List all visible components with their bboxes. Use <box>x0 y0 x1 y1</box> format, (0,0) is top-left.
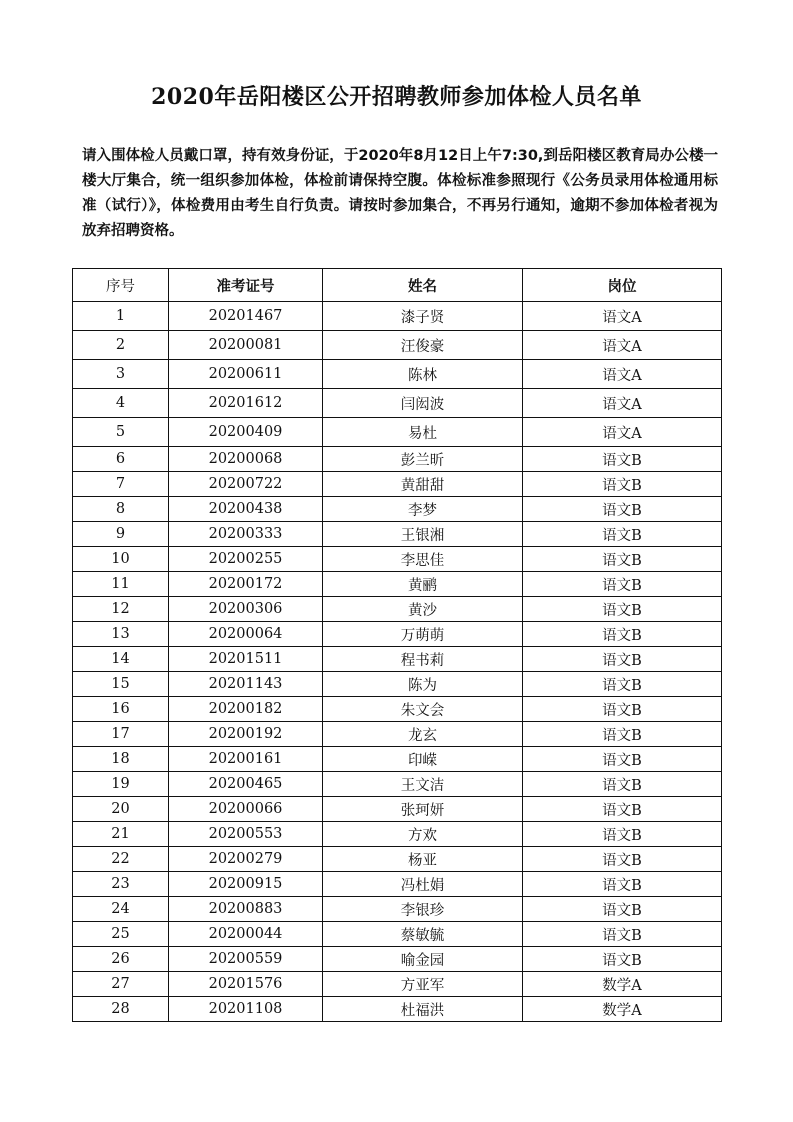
cell-index: 11 <box>73 572 169 597</box>
cell-name: 万萌萌 <box>323 622 523 647</box>
cell-exam-number: 20200066 <box>169 797 323 822</box>
cell-position: 语文A <box>523 389 722 418</box>
cell-position: 语文B <box>523 472 722 497</box>
intro-paragraph: 请入围体检人员戴口罩，持有效身份证，于2020年8月12日上午7:30,到岳阳楼区教育局办公楼一楼大厅集合，统一组织参加体检，体检前请保持空腹。体检标准参照现行《公务员录用体检通用标准（试行）》，体检费用由考生自行负责。请按时参加集合，不再另行通知，逾期不参加体检者视为放弃招聘资格。 <box>82 148 718 239</box>
cell-index: 26 <box>73 947 169 972</box>
cell-name: 龙玄 <box>323 722 523 747</box>
cell-position: 语文B <box>523 847 722 872</box>
cell-position: 语文A <box>523 360 722 389</box>
table-row <box>73 872 722 897</box>
cell-name: 蔡敏毓 <box>323 922 523 947</box>
cell-position: 语文B <box>523 772 722 797</box>
table-row <box>73 522 722 547</box>
cell-index: 1 <box>73 302 169 331</box>
cell-exam-number: 20200161 <box>169 747 323 772</box>
cell-exam-number: 20200081 <box>169 331 323 360</box>
header-index: 序号 <box>73 269 169 302</box>
cell-name: 冯杜娟 <box>323 872 523 897</box>
table-row <box>73 622 722 647</box>
header-name: 姓名 <box>323 269 523 302</box>
cell-exam-number: 20201511 <box>169 647 323 672</box>
table-row <box>73 972 722 997</box>
cell-exam-number: 20201612 <box>169 389 323 418</box>
cell-exam-number: 20200064 <box>169 622 323 647</box>
table-row <box>73 389 722 418</box>
table-row <box>73 747 722 772</box>
table-row <box>73 302 722 331</box>
cell-index: 13 <box>73 622 169 647</box>
cell-position: 语文B <box>523 872 722 897</box>
cell-index: 2 <box>73 331 169 360</box>
page-title: 2020年岳阳楼区公开招聘教师参加体检人员名单 <box>151 84 642 110</box>
cell-index: 21 <box>73 822 169 847</box>
cell-index: 18 <box>73 747 169 772</box>
cell-name: 方欢 <box>323 822 523 847</box>
cell-position: 语文B <box>523 947 722 972</box>
cell-name: 方亚军 <box>323 972 523 997</box>
table-row <box>73 472 722 497</box>
cell-position: 语文B <box>523 547 722 572</box>
cell-exam-number: 20200172 <box>169 572 323 597</box>
table-row <box>73 360 722 389</box>
cell-name: 李银珍 <box>323 897 523 922</box>
cell-index: 10 <box>73 547 169 572</box>
cell-name: 黄甜甜 <box>323 472 523 497</box>
table-row <box>73 572 722 597</box>
cell-exam-number: 20200722 <box>169 472 323 497</box>
table-body <box>73 302 722 1022</box>
cell-index: 3 <box>73 360 169 389</box>
cell-position: 语文B <box>523 672 722 697</box>
header-position: 岗位 <box>523 269 722 302</box>
table-row <box>73 697 722 722</box>
cell-position: 语文B <box>523 497 722 522</box>
cell-exam-number: 20200255 <box>169 547 323 572</box>
cell-exam-number: 20201576 <box>169 972 323 997</box>
cell-exam-number: 20200553 <box>169 822 323 847</box>
cell-position: 语文A <box>523 331 722 360</box>
cell-position: 语文B <box>523 622 722 647</box>
table-row <box>73 418 722 447</box>
cell-index: 20 <box>73 797 169 822</box>
table-row <box>73 672 722 697</box>
cell-index: 28 <box>73 997 169 1022</box>
candidate-table <box>72 268 722 1022</box>
cell-name: 黄鹂 <box>323 572 523 597</box>
table-row <box>73 897 722 922</box>
cell-name: 印嵘 <box>323 747 523 772</box>
cell-position: 语文B <box>523 922 722 947</box>
cell-name: 李梦 <box>323 497 523 522</box>
cell-position: 语文B <box>523 647 722 672</box>
cell-name: 漆子贤 <box>323 302 523 331</box>
cell-index: 4 <box>73 389 169 418</box>
cell-position: 语文B <box>523 897 722 922</box>
cell-exam-number: 20200465 <box>169 772 323 797</box>
cell-position: 数学A <box>523 972 722 997</box>
cell-name: 杜福洪 <box>323 997 523 1022</box>
cell-index: 9 <box>73 522 169 547</box>
cell-index: 7 <box>73 472 169 497</box>
cell-name: 黄沙 <box>323 597 523 622</box>
cell-name: 李思佳 <box>323 547 523 572</box>
table-row <box>73 447 722 472</box>
table-row <box>73 722 722 747</box>
table-row <box>73 822 722 847</box>
cell-position: 语文A <box>523 418 722 447</box>
table-row <box>73 922 722 947</box>
cell-index: 6 <box>73 447 169 472</box>
cell-position: 语文B <box>523 447 722 472</box>
cell-name: 汪俊豪 <box>323 331 523 360</box>
table-row <box>73 797 722 822</box>
cell-exam-number: 20200915 <box>169 872 323 897</box>
cell-name: 朱文会 <box>323 697 523 722</box>
cell-exam-number: 20200306 <box>169 597 323 622</box>
cell-exam-number: 20200279 <box>169 847 323 872</box>
table-row <box>73 947 722 972</box>
cell-position: 语文B <box>523 697 722 722</box>
cell-name: 杨亚 <box>323 847 523 872</box>
cell-exam-number: 20200883 <box>169 897 323 922</box>
table-row <box>73 647 722 672</box>
cell-index: 24 <box>73 897 169 922</box>
cell-name: 王文洁 <box>323 772 523 797</box>
cell-position: 语文B <box>523 722 722 747</box>
cell-index: 12 <box>73 597 169 622</box>
table-row <box>73 497 722 522</box>
table-row <box>73 547 722 572</box>
table-row <box>73 597 722 622</box>
table-row <box>73 331 722 360</box>
cell-exam-number: 20200182 <box>169 697 323 722</box>
cell-index: 8 <box>73 497 169 522</box>
cell-index: 16 <box>73 697 169 722</box>
cell-index: 23 <box>73 872 169 897</box>
cell-index: 17 <box>73 722 169 747</box>
cell-index: 22 <box>73 847 169 872</box>
cell-index: 14 <box>73 647 169 672</box>
cell-index: 5 <box>73 418 169 447</box>
cell-exam-number: 20200409 <box>169 418 323 447</box>
cell-position: 语文B <box>523 822 722 847</box>
cell-exam-number: 20201108 <box>169 997 323 1022</box>
cell-exam-number: 20200068 <box>169 447 323 472</box>
cell-name: 陈为 <box>323 672 523 697</box>
cell-name: 喻金园 <box>323 947 523 972</box>
cell-name: 彭兰昕 <box>323 447 523 472</box>
cell-exam-number: 20200611 <box>169 360 323 389</box>
cell-name: 张珂妍 <box>323 797 523 822</box>
cell-name: 王银湘 <box>323 522 523 547</box>
cell-index: 27 <box>73 972 169 997</box>
cell-index: 25 <box>73 922 169 947</box>
cell-exam-number: 20201467 <box>169 302 323 331</box>
table-row <box>73 847 722 872</box>
header-exam-number: 准考证号 <box>169 269 323 302</box>
cell-exam-number: 20200559 <box>169 947 323 972</box>
cell-position: 数学A <box>523 997 722 1022</box>
cell-name: 陈林 <box>323 360 523 389</box>
table-row <box>73 997 722 1022</box>
cell-exam-number: 20200438 <box>169 497 323 522</box>
cell-index: 15 <box>73 672 169 697</box>
cell-exam-number: 20200044 <box>169 922 323 947</box>
cell-position: 语文B <box>523 797 722 822</box>
cell-name: 程书莉 <box>323 647 523 672</box>
cell-position: 语文B <box>523 747 722 772</box>
table-row <box>73 772 722 797</box>
cell-position: 语文B <box>523 522 722 547</box>
cell-exam-number: 20200192 <box>169 722 323 747</box>
cell-exam-number: 20200333 <box>169 522 323 547</box>
cell-position: 语文B <box>523 597 722 622</box>
cell-name: 易杜 <box>323 418 523 447</box>
cell-index: 19 <box>73 772 169 797</box>
cell-position: 语文A <box>523 302 722 331</box>
cell-exam-number: 20201143 <box>169 672 323 697</box>
table-header-row <box>73 269 722 302</box>
cell-name: 闫闳波 <box>323 389 523 418</box>
cell-position: 语文B <box>523 572 722 597</box>
